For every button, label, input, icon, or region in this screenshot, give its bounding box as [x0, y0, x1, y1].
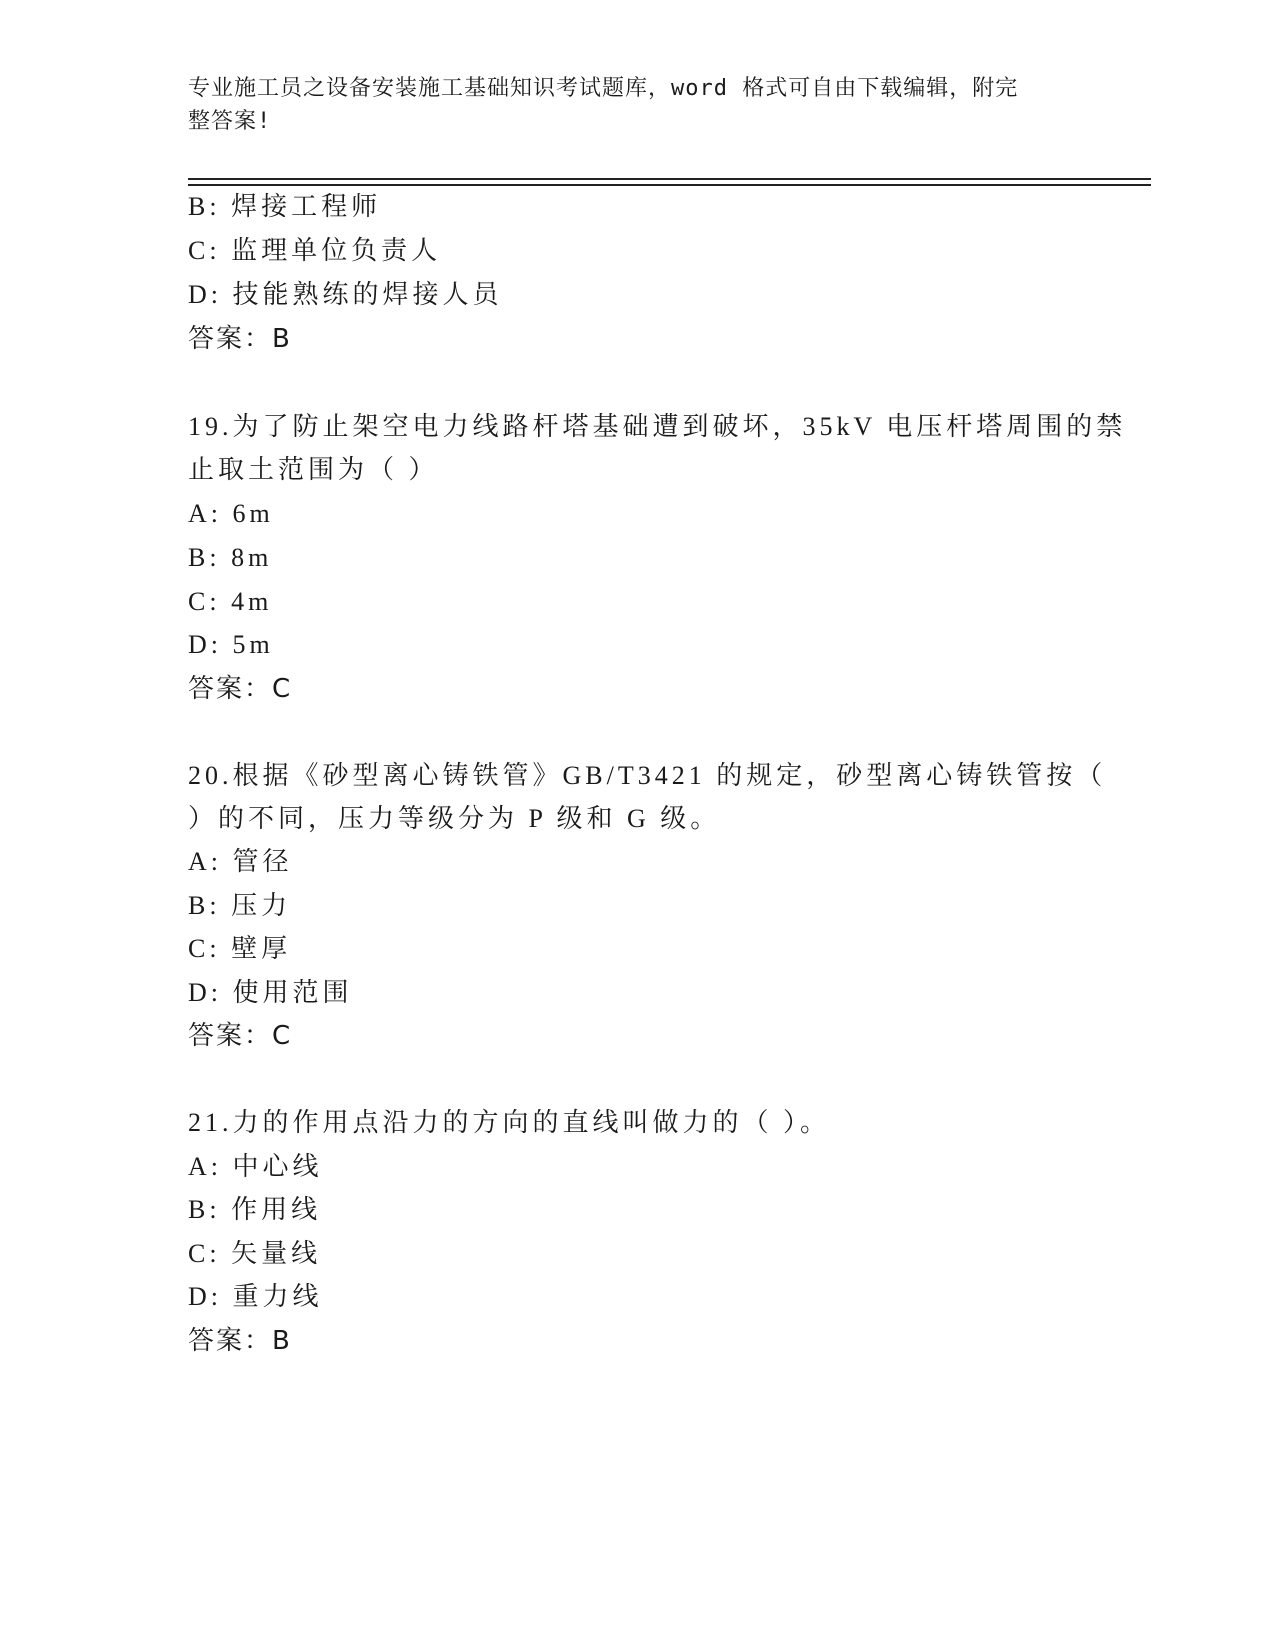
q21-stem-line-1: 21.力的作用点沿力的方向的直线叫做力的（ ）。 [188, 1108, 831, 1137]
q21-option-d: D: 重力线 [188, 1282, 323, 1311]
q19-stem-line-2: 止取土范围为（ ） [188, 455, 439, 484]
q21-option-b: B: 作用线 [188, 1195, 322, 1224]
header-divider-top [188, 178, 1151, 180]
q20-stem-line-2: ）的不同，压力等级分为 P 级和 G 级。 [188, 804, 721, 833]
q19-option-b: B: 8m [188, 543, 273, 572]
q19-option-d: D: 5m [188, 630, 274, 659]
q20-option-c: C: 壁厚 [188, 934, 292, 963]
q20-option-b: B: 压力 [188, 891, 292, 920]
q21-answer: 答案：B [188, 1326, 292, 1356]
document-header [188, 72, 1088, 138]
header-divider-bottom [188, 184, 1151, 186]
q21-option-c: C: 矢量线 [188, 1239, 322, 1268]
q21-option-a: A: 中心线 [188, 1152, 323, 1181]
q20-option-a: A: 管径 [188, 847, 293, 876]
q20-answer: 答案：C [188, 1021, 293, 1051]
q19-stem-line-1: 19.为了防止架空电力线路杆塔基础遭到破坏，35kV 电压杆塔周围的禁 [188, 412, 1127, 441]
q18-option-d: D: 技能熟练的焊接人员 [188, 280, 503, 309]
q19-option-c: C: 4m [188, 587, 273, 616]
q20-stem-line-1: 20.根据《砂型离心铸铁管》GB/T3421 的规定，砂型离心铸铁管按（ [188, 761, 1107, 790]
q20-option-d: D: 使用范围 [188, 978, 353, 1007]
q19-option-a: A: 6m [188, 499, 274, 528]
q18-answer: 答案：B [188, 324, 292, 354]
q18-option-b: B: 焊接工程师 [188, 192, 382, 221]
q18-option-c: C: 监理单位负责人 [188, 236, 442, 265]
q19-answer: 答案：C [188, 674, 293, 704]
header-line-1: 专业施工员之设备安装施工基础知识考试题库，word 格式可自由下载编辑，附完 [188, 76, 1019, 101]
header-line-2: 整答案! [188, 109, 272, 134]
